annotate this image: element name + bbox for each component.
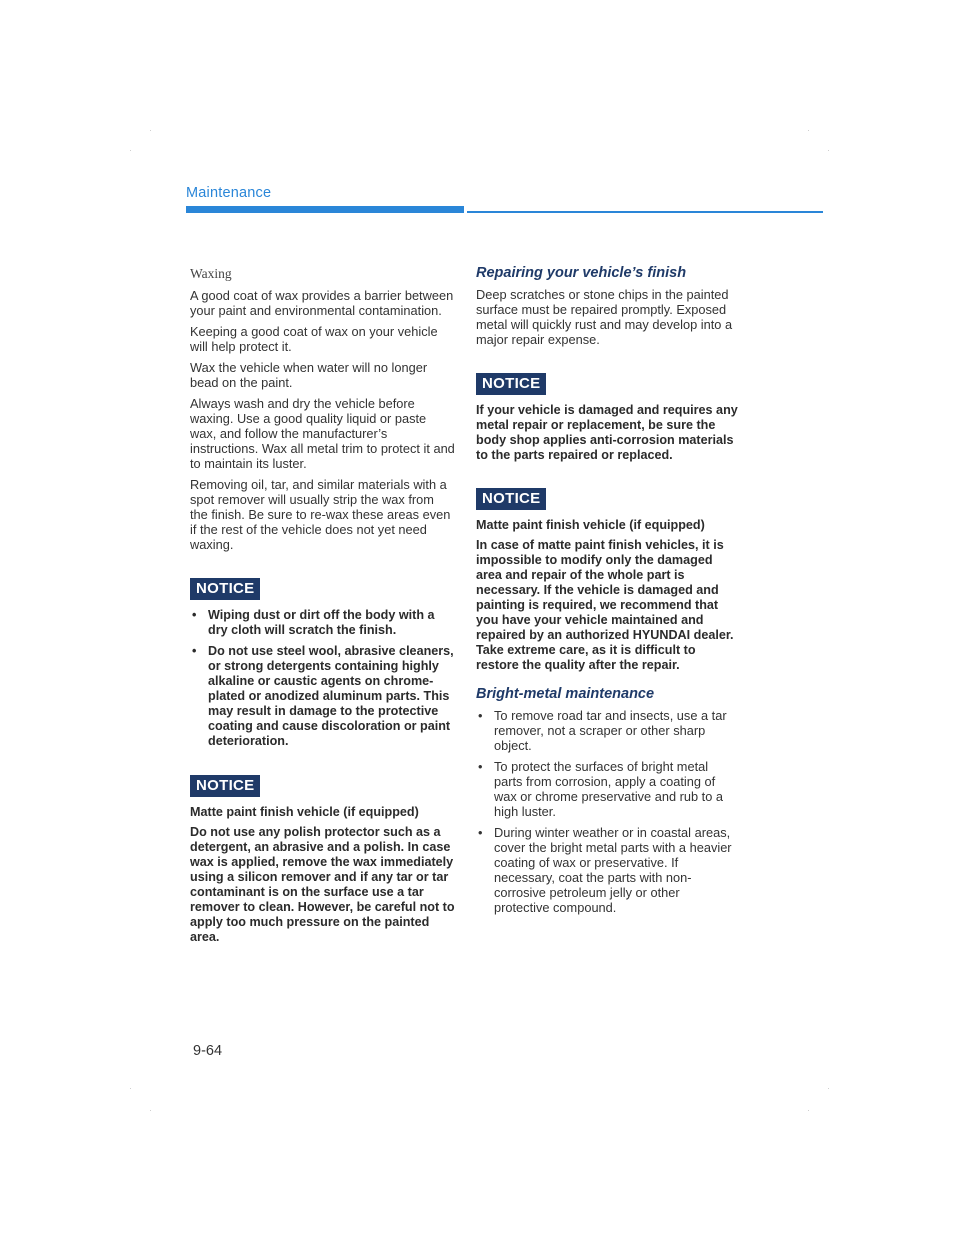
- right-column: [476, 262, 738, 921]
- waxing-paragraph: Wax the vehicle when water will no longer bead on the paint.: [190, 360, 428, 390]
- header-rule-thick: [186, 206, 464, 213]
- repair-paragraph: Deep scratches or stone chips in the painted surface must be repaired promptly. Exposed metal will quickly rust and may develop into a major repair expense.: [476, 287, 733, 347]
- notice-text: In case of matte paint finish vehicles, it is impossible to modify only the damaged area and repair of the whole part is necessary. If the vehicle is damaged and painting is required, we recommend that you have your vehicle maintained and repaired by an authorized HYUNDAI dealer. Take extreme care, as it is difficult to restore the quality after the repair.: [476, 538, 734, 672]
- notice-list: [190, 608, 455, 749]
- list-item: • During winter weather or in coastal areas, cover the bright metal parts with a heavier coating of wax or preservative. If necessary, coat the parts with non-corrosive petroleum jelly or other protective compound.: [476, 825, 738, 915]
- waxing-paragraph: Keeping a good coat of wax on your vehicle will help protect it.: [190, 324, 438, 354]
- waxing-paragraph: Always wash and dry the vehicle before waxing. Use a good quality liquid or paste wax, and follow the manufacturer’s instructions. Wax all metal trim to protect it and to maintain its luster.: [190, 396, 455, 471]
- notice-badge: NOTICE: [190, 578, 260, 600]
- section-title: Maintenance: [186, 185, 272, 201]
- waxing-heading: Waxing: [190, 266, 232, 281]
- notice-badge: NOTICE: [476, 488, 546, 510]
- repair-heading: Repairing your vehicle’s finish: [476, 265, 687, 281]
- crop-mark: [130, 1088, 131, 1089]
- notice-title: Matte paint finish vehicle (if equipped): [190, 805, 419, 819]
- list-item: • To protect the surfaces of bright metal parts from corrosion, apply a coating of wax or chrome preservative and rub to a high luster.: [476, 759, 738, 819]
- crop-mark: [808, 130, 809, 131]
- crop-mark: [828, 1088, 829, 1089]
- header-rule-thin: [467, 211, 823, 213]
- bright-metal-list: [476, 708, 738, 915]
- bright-metal-heading: Bright-metal maintenance: [476, 686, 655, 702]
- crop-mark: [150, 130, 151, 131]
- list-item: • Do not use steel wool, abrasive cleaners, or strong detergents containing highly alkaline or caustic agents on chrome-plated or anodized aluminum parts. This may result in damage to the protective coating and cause discoloration or paint deterioration.: [190, 644, 455, 749]
- notice-text: If your vehicle is damaged and requires any metal repair or replacement, be sure the body shop applies anti-corrosion materials to the parts repaired or replaced.: [476, 403, 738, 462]
- notice-badge: NOTICE: [190, 775, 260, 797]
- list-item: • To remove road tar and insects, use a tar remover, not a scraper or other sharp object.: [476, 708, 738, 753]
- left-column: [190, 262, 455, 950]
- notice-text: Do not use any polish protector such as a detergent, an abrasive and a polish. In case wax is applied, remove the wax immediately using a silicon remover and if any tar or tar contaminant is on the surface use a tar remover to clean. However, be careful not to apply too much pressure on the painted area.: [190, 825, 455, 944]
- crop-mark: [808, 1110, 809, 1111]
- waxing-paragraph: Removing oil, tar, and similar materials with a spot remover will usually strip the wax from the finish. Be sure to re-wax these areas even if the rest of the vehicle does not yet need waxing.: [190, 477, 451, 552]
- crop-mark: [130, 150, 131, 151]
- notice-title: Matte paint finish vehicle (if equipped): [476, 518, 705, 532]
- waxing-paragraph: A good coat of wax provides a barrier between your paint and environmental contamination.: [190, 288, 454, 318]
- notice-badge: NOTICE: [476, 373, 546, 395]
- crop-mark: [150, 1110, 151, 1111]
- crop-mark: [828, 150, 829, 151]
- list-item: • Wiping dust or dirt off the body with a dry cloth will scratch the finish.: [190, 608, 455, 638]
- page-number: 9-64: [193, 1043, 223, 1059]
